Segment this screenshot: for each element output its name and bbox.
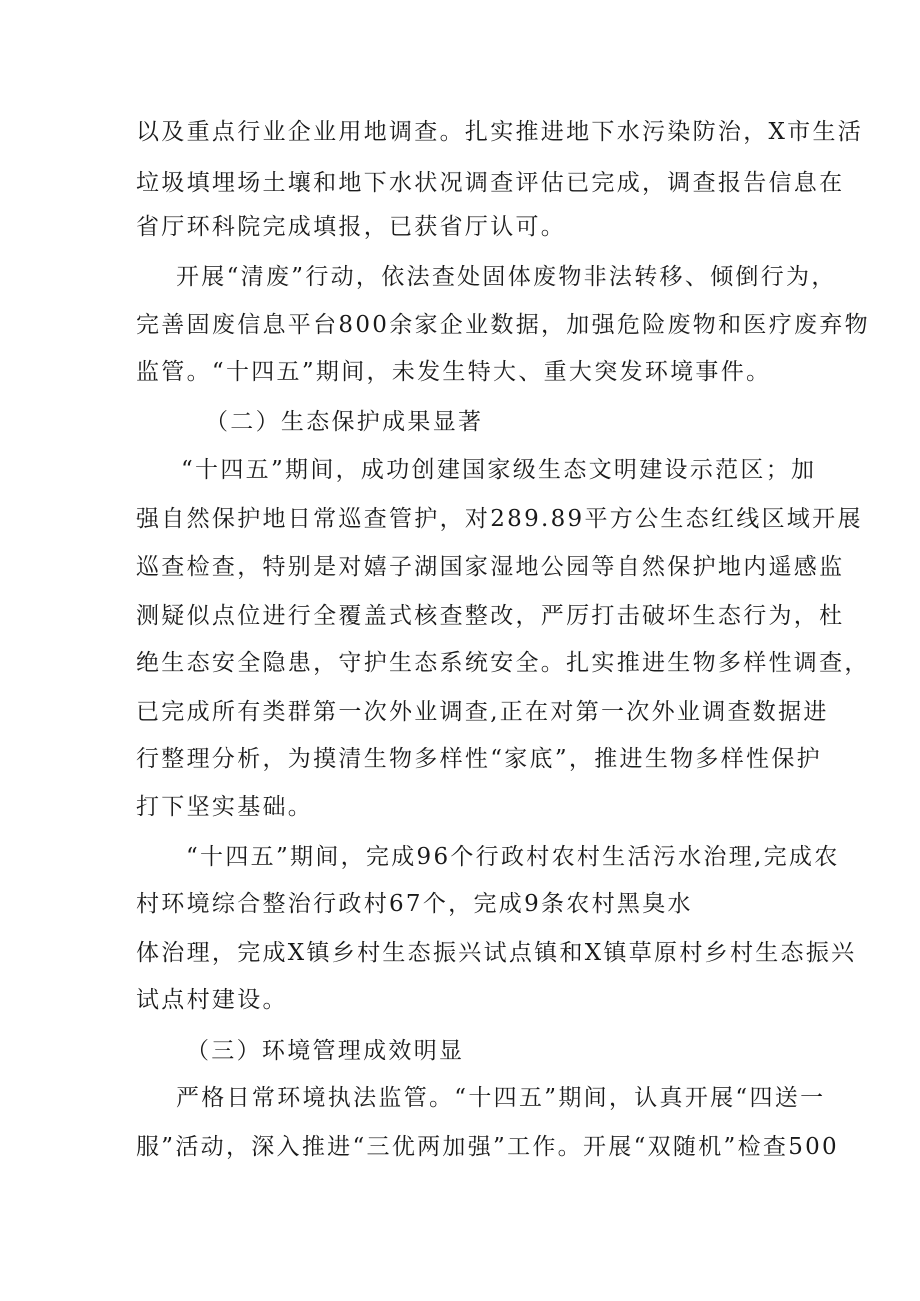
paragraph-line: 垃圾填埋场土壤和地下水状况调查评估已完成，调查报告信息在 [136, 170, 845, 196]
paragraph-line: 绝生态安全隐患，守护生态系统安全。扎实推进生物多样性调查， [136, 650, 870, 676]
paragraph-line: 监管。“十四五”期间，未发生特大、重大突发环境事件。 [136, 359, 772, 385]
paragraph-line: 开展“清废”行动，依法查处固体废物非法转移、倾倒行为， [176, 264, 837, 290]
paragraph-line: 省厅环科院完成填报，已获省厅认可。 [136, 214, 567, 240]
paragraph-line: “十四五”期间，完成96个行政村农村生活污水治理,完成农 [186, 844, 840, 870]
paragraph-line: 强自然保护地日常巡查管护，对289.89平方公生态红线区域开展 [136, 506, 863, 532]
paragraph-line: 行整理分析，为摸清生物多样性“家底”，推进生物多样性保护 [136, 746, 822, 772]
paragraph-line: 村环境综合整治行政村67个，完成9条农村黑臭水 [136, 891, 693, 917]
paragraph-line: “十四五”期间，成功创建国家级生态文明建设示范区；加 [181, 457, 817, 483]
section-heading: （二）生态保护成果显著 [205, 409, 484, 435]
paragraph-line: 试点村建设。 [136, 987, 288, 1013]
paragraph-line: 测疑似点位进行全覆盖式核查整改，严厉打击破坏生态行为，杜 [136, 603, 845, 629]
paragraph-line: 服”活动，深入推进“三优两加强”工作。开展“双随机”检查500 [136, 1134, 839, 1160]
paragraph-line: 已完成所有类群第一次外业调查,正在对第一次外业调查数据进 [136, 699, 829, 725]
paragraph-line: 完善固废信息平台800余家企业数据，加强危险废物和医疗废弃物 [136, 312, 870, 338]
paragraph-line: 巡查检查，特别是对嬉子湖国家湿地公园等自然保护地内遥感监 [136, 554, 845, 580]
section-heading: （三）环境管理成效明显 [186, 1038, 465, 1064]
paragraph-line: 严格日常环境执法监管。“十四五”期间，认真开展“四送一 [176, 1085, 826, 1111]
paragraph-line: 以及重点行业企业用地调查。扎实推进地下水污染防治，X市生活 [136, 119, 864, 145]
paragraph-line: 打下坚实基础。 [136, 794, 314, 820]
paragraph-line: 体治理，完成X镇乡村生态振兴试点镇和X镇草原村乡村生态振兴 [136, 940, 857, 966]
